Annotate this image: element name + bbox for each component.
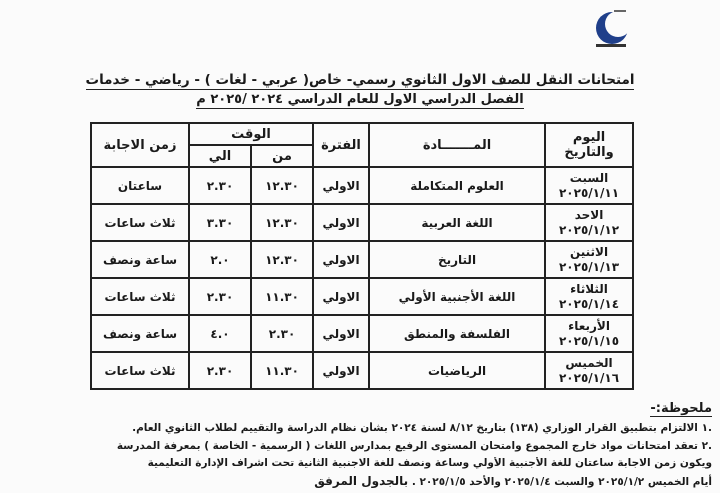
exam-subtitle: الفصل الدراسي الاول للعام الدراسي ٢٠٢٤ /٢٠٢٥ م (196, 92, 524, 107)
subject-cell: التاريخ (369, 241, 545, 278)
ministry-logo (590, 6, 630, 52)
duration-cell: ساعة ونصف (91, 241, 189, 278)
time-to-cell: ٢.٠ (189, 241, 251, 278)
exam-title: امتحانات النقل للصف الاول الثانوي رسمي- خاص( عربي - لغات ) - رياضي - خدمات (85, 72, 635, 88)
duration-cell: ثلاث ساعات (91, 278, 189, 315)
time-to-cell: ٤.٠ (189, 315, 251, 352)
header-time: الوقت (189, 123, 313, 145)
exam-date: ٢٠٢٥/١/١٣ (558, 259, 620, 274)
header-to: الي (189, 145, 251, 167)
exam-date: ٢٠٢٥/١/١٥ (558, 333, 620, 348)
subject-cell: اللغة الأجنبية الأولي (369, 278, 545, 315)
table-row (91, 315, 633, 352)
day-name: السبت (569, 170, 609, 185)
subject-cell: الفلسفة والمنطق (369, 315, 545, 352)
note-line-4: أيام الخميس ٢٠٢٥/١/٢ والسبت ٢٠٢٥/١/٤ والأحد ٢٠٢٥/١/٥ . بالجدول المرفق (314, 474, 712, 488)
notes-title: ملحوظة:- (650, 401, 712, 416)
time-from-cell: ١٢.٣٠ (251, 167, 313, 204)
day-date-cell (545, 278, 633, 315)
table-row (91, 241, 633, 278)
period-cell: الاولي (313, 315, 369, 352)
day-name: الأربعاء (568, 318, 610, 333)
duration-cell: ساعة ونصف (91, 315, 189, 352)
period-cell: الاولي (313, 167, 369, 204)
exam-schedule-table (90, 122, 634, 390)
note-line-3: ويكون زمن الاجابة ساعتان للغة الأجنبية الأولي وساعة ونصف للغة الاجنبية الثانية تحت اشراف الإدارة التعليمية (147, 457, 712, 469)
time-from-cell: ١١.٣٠ (251, 278, 313, 315)
day-name: الاحد (574, 207, 604, 222)
exam-date: ٢٠٢٥/١/١٢ (558, 222, 620, 237)
day-date-cell (545, 167, 633, 204)
exam-date: ٢٠٢٥/١/١٦ (558, 370, 620, 385)
day-name: الثلاثاء (570, 281, 608, 296)
time-from-cell: ١١.٣٠ (251, 352, 313, 389)
subject-cell: العلوم المتكاملة (369, 167, 545, 204)
exam-date: ٢٠٢٥/١/١٤ (558, 296, 620, 311)
header-period: الفترة (313, 123, 369, 167)
table-row (91, 167, 633, 204)
day-date-cell (545, 241, 633, 278)
day-name: الاثنين (569, 244, 609, 259)
time-to-cell: ٢.٣٠ (189, 278, 251, 315)
table-row (91, 352, 633, 389)
period-cell: الاولي (313, 352, 369, 389)
table-row (91, 204, 633, 241)
duration-cell: ثلاث ساعات (91, 204, 189, 241)
header-day: اليوم والتاريخ (545, 123, 633, 167)
subject-cell: اللغة العربية (369, 204, 545, 241)
period-cell: الاولي (313, 204, 369, 241)
time-to-cell: ٣.٣٠ (189, 204, 251, 241)
time-to-cell: ٢.٣٠ (189, 352, 251, 389)
note-line-2: .٢ تعقد امتحانات مواد خارج المجموع وامتحان المستوى الرفيع بمدارس اللغات ( الرسمية - الخاصة ) بمعرفة المدرسة (116, 440, 712, 452)
subject-cell: الرياضيات (369, 352, 545, 389)
day-date-cell (545, 352, 633, 389)
duration-cell: ثلاث ساعات (91, 352, 189, 389)
exam-date: ٢٠٢٥/١/١١ (558, 185, 620, 200)
day-date-cell (545, 315, 633, 352)
period-cell: الاولي (313, 241, 369, 278)
header-from: من (251, 145, 313, 167)
header-subject: المـــــــادة (369, 123, 545, 167)
day-name: الخميس (565, 355, 613, 370)
time-from-cell: ١٢.٣٠ (251, 241, 313, 278)
duration-cell: ساعتان (91, 167, 189, 204)
period-cell: الاولي (313, 278, 369, 315)
header-duration: زمن الاجابة (91, 123, 189, 167)
day-date-cell (545, 204, 633, 241)
note-line-1: .١ الالتزام بتطبيق القرار الوزاري (١٣٨) بتاريخ ٨/١٢ لسنة ٢٠٢٤ بشأن نظام الدراسة والتقييم لطلاب الثانوي العام. (132, 422, 712, 434)
time-from-cell: ٢.٣٠ (251, 315, 313, 352)
time-to-cell: ٢.٣٠ (189, 167, 251, 204)
attached-table-reference: بالجدول المرفق (314, 474, 409, 488)
table-row (91, 278, 633, 315)
time-from-cell: ١٢.٣٠ (251, 204, 313, 241)
